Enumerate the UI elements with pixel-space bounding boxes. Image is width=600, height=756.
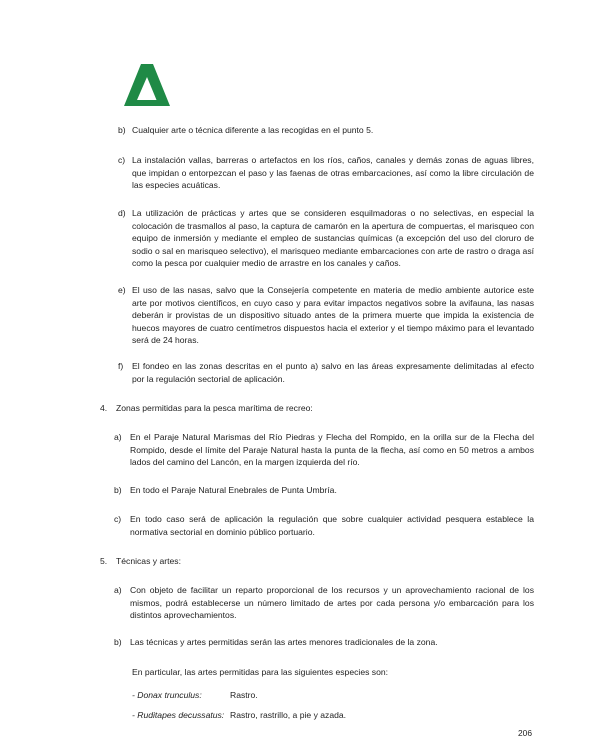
- list-item: [114, 484, 534, 497]
- junta-andalucia-logo-icon: [124, 64, 170, 106]
- list-item: [114, 584, 534, 622]
- page-number: 206: [518, 728, 532, 738]
- item-text: La utilización de prácticas y artes que se consideren esquilmadoras o no selectivas, en especial la colocación de trasmallos al paso, la captura de camarón en la apertura de compuertas, el marisqueo con equipo de inmersión y mediante el empleo de sustancias químicas (a excepción del uso del cloruro de sodio o sal en marisqueo selectivo), el marisqueo mediante embarcaciones con arte de rastro o draga así como la pesca por cualquier medio de arrastre en los canales y caños.: [132, 208, 534, 269]
- section-number: 4.: [100, 403, 108, 413]
- item-text: El uso de las nasas, salvo que la Consejería competente en materia de medio ambiente autorice este arte por motivos científicos, en cuyo caso y para evitar impactos negativos sobre la avifauna, las nasas deberán ir provistas de un dispositivo situado antes de la primera muerte que impida la existencia de huecos mayores de cuatro centímetros dispuestos hacia el exterior y el tiempo máximo para el levantado será de 24 horas.: [132, 285, 534, 346]
- section-title: Zonas permitidas para la pesca marítima de recreo:: [116, 403, 313, 413]
- species-intro: En particular, las artes permitidas para las siguientes especies son:: [132, 667, 389, 677]
- section-title: Técnicas y artes:: [116, 556, 181, 566]
- list-item: [118, 284, 534, 347]
- list-item: [118, 207, 534, 270]
- item-marker: c): [118, 155, 126, 165]
- item-marker: f): [118, 361, 124, 371]
- item-marker: b): [118, 125, 126, 135]
- item-text: Con objeto de facilitar un reparto proporcional de los recursos y un aprovechamiento racional de los mismos, podrá establecerse un número limitado de artes por cada persona y/o embarcación para los distintos aprovechamientos.: [130, 585, 534, 621]
- list-item: [118, 154, 534, 192]
- item-text: La instalación vallas, barreras o artefactos en los ríos, caños, canales y demás zonas de aguas libres, que impidan o entorpezcan el paso y las faenas de otras embarcaciones, así como la libre circulación de las especies acuáticas.: [132, 155, 534, 191]
- item-text: El fondeo en las zonas descritas en el punto a) salvo en las áreas expresamente delimitadas al efecto por la regulación sectorial de aplicación.: [132, 361, 534, 384]
- item-text: En todo el Paraje Natural Enebrales de Punta Umbría.: [130, 485, 337, 495]
- item-marker: b): [114, 637, 122, 647]
- item-text: Las técnicas y artes permitidas serán las artes menores tradicionales de la zona.: [130, 637, 438, 647]
- item-marker: d): [118, 208, 126, 218]
- list-item: [114, 431, 534, 469]
- item-marker: e): [118, 285, 126, 295]
- list-item: [118, 360, 534, 385]
- item-marker: a): [114, 432, 122, 442]
- list-item: [114, 636, 534, 649]
- species-gear: Rastro.: [230, 690, 258, 700]
- item-text: En el Paraje Natural Marismas del Río Piedras y Flecha del Rompido, en la orilla sur de la Flecha del Rompido, desde el límite del Paraje Natural hasta la punta de la flecha, así como en 50 metros a ambos lados del camino del Lancón, en la margen izquierda del río.: [130, 432, 534, 468]
- section-heading: [100, 555, 534, 568]
- item-marker: a): [114, 585, 122, 595]
- item-text: Cualquier arte o técnica diferente a las recogidas en el punto 5.: [132, 125, 374, 135]
- item-marker: c): [114, 514, 122, 524]
- species-name: - Ruditapes decussatus:: [132, 710, 225, 720]
- item-text: En todo caso será de aplicación la regulación que sobre cualquier actividad pesquera establece la normativa sectorial en dominio público portuario.: [130, 514, 534, 537]
- list-item: [118, 124, 534, 137]
- species-gear: Rastro, rastrillo, a pie y azada.: [230, 710, 347, 720]
- section-heading: [100, 402, 534, 415]
- list-item: [114, 513, 534, 538]
- species-name: - Donax trunculus:: [132, 690, 202, 700]
- section-number: 5.: [100, 556, 108, 566]
- item-marker: b): [114, 485, 122, 495]
